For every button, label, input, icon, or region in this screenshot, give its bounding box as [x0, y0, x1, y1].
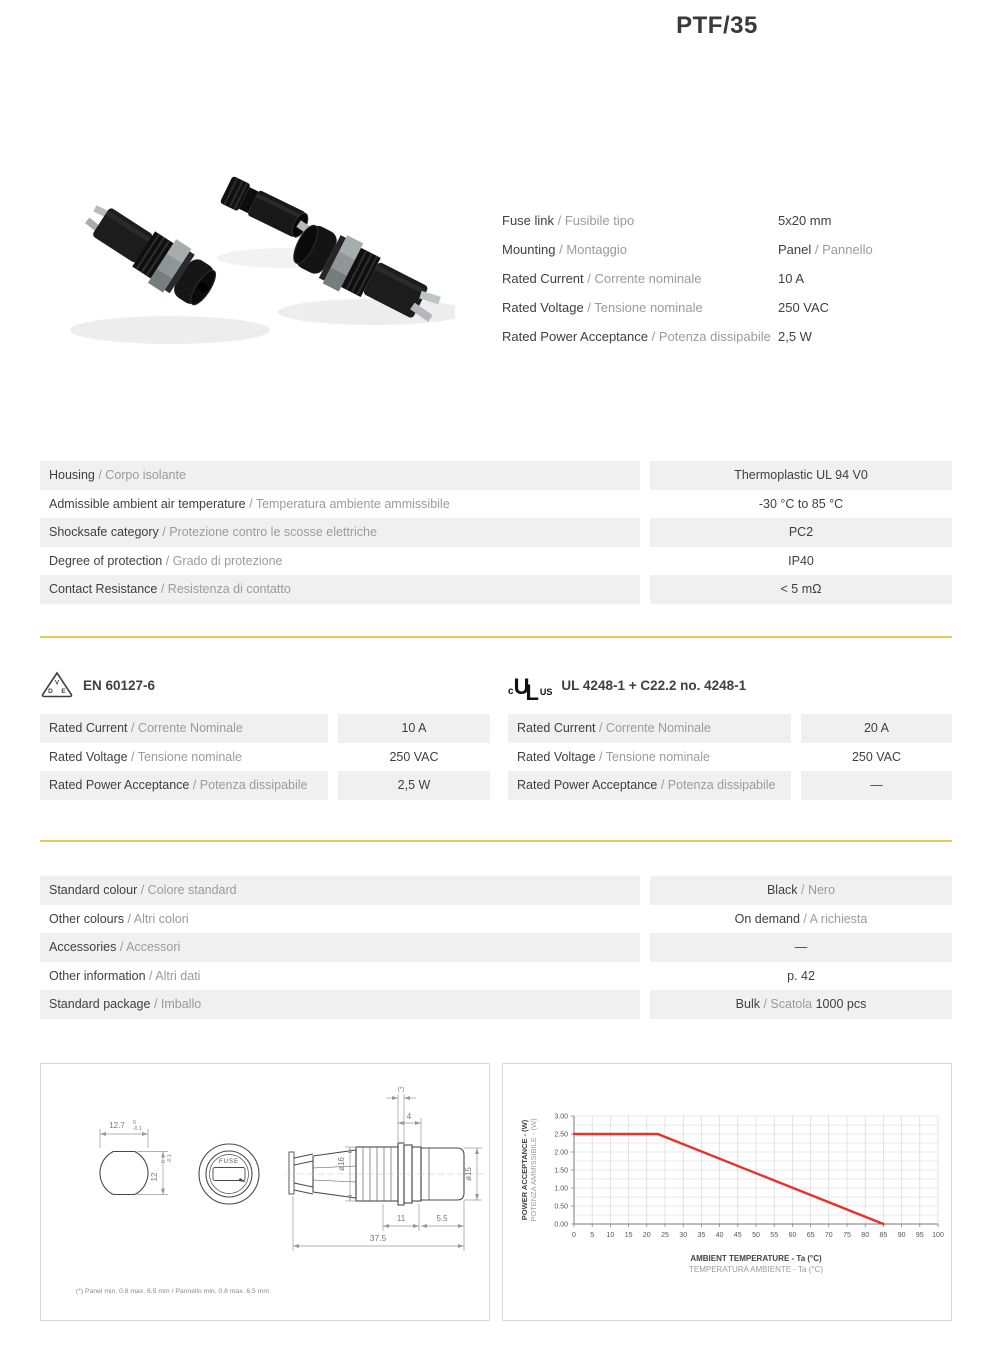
value-cell: 250 VAC: [389, 749, 439, 764]
product-photo: [55, 120, 455, 360]
svg-text:0.00: 0.00: [554, 1221, 568, 1229]
svg-text:0: 0: [572, 1232, 576, 1239]
svg-text:1.00: 1.00: [554, 1185, 568, 1193]
spec-value: 10 A: [778, 271, 805, 286]
label-cell: Rated Current / Corrente Nominale: [508, 714, 791, 743]
svg-text:POWER ACCEPTANCE - (W): POWER ACCEPTANCE - (W): [520, 1119, 529, 1221]
cert-section-en: [40, 668, 490, 800]
spec-value: 250 VAC: [778, 300, 830, 315]
svg-text:15: 15: [624, 1232, 633, 1239]
value-cell: 10 A: [338, 714, 490, 743]
dim-panel-mark: (*): [397, 1086, 405, 1093]
value-cell: PC2: [650, 518, 952, 547]
spec-row: [502, 293, 952, 322]
spec-value: Panel / Pannello: [778, 242, 873, 257]
spec-list: [502, 206, 952, 351]
fuse-holder-left: [76, 193, 223, 314]
label-cell: Other information / Altri dati: [49, 968, 201, 983]
cert-title: EN 60127-6: [83, 677, 156, 693]
derating-chart-box: [502, 1063, 952, 1321]
spec-label: Mounting / Montaggio: [502, 242, 628, 257]
section-divider: [40, 840, 952, 842]
dim-cap-dia: ø15: [464, 1167, 473, 1181]
dim-cutout-width: 12.7: [109, 1121, 125, 1130]
dim-cutout-height-tol-hi: 0: [161, 1160, 167, 1163]
svg-text:5: 5: [590, 1232, 595, 1239]
table-row: [40, 518, 952, 547]
dim-cutout-width-tol-hi: 0: [133, 1120, 136, 1126]
dim-cutout-height: 12: [150, 1172, 159, 1182]
table-row: [40, 771, 490, 800]
spec-label: Rated Power Acceptance / Potenza dissipabile: [502, 329, 771, 344]
table-row: [508, 714, 952, 743]
svg-text:D: D: [48, 688, 53, 695]
svg-text:E: E: [61, 688, 66, 695]
label-cell: Rated Voltage / Tensione nominale: [49, 749, 242, 764]
label-cell: Contact Resistance / Resistenza di contatto: [40, 575, 640, 604]
general-spec-table: [40, 461, 952, 604]
svg-text:60: 60: [788, 1232, 797, 1239]
svg-text:80: 80: [861, 1232, 870, 1239]
table-row: [40, 876, 952, 905]
spec-label: Fuse link / Fusibile tipo: [502, 213, 635, 228]
value-cell: —: [801, 771, 952, 800]
svg-text:3.00: 3.00: [554, 1113, 568, 1121]
table-row: [40, 905, 952, 934]
technical-drawing: [41, 1064, 489, 1320]
svg-text:1.50: 1.50: [554, 1167, 568, 1175]
value-cell: On demand / A richiesta: [734, 911, 868, 926]
svg-text:95: 95: [915, 1232, 924, 1239]
cert-header: [508, 668, 952, 705]
value-cell: —: [650, 933, 952, 962]
page-title: PTF/35: [676, 12, 758, 39]
svg-text:90: 90: [897, 1232, 906, 1239]
label-cell: Rated Voltage / Tensione nominale: [517, 749, 710, 764]
label-cell: Rated Power Acceptance / Potenza dissipabile: [40, 771, 328, 800]
table-row: [40, 743, 490, 772]
svg-text:0.50: 0.50: [554, 1203, 568, 1211]
svg-text:45: 45: [733, 1232, 742, 1239]
dim-total-len: 37.5: [369, 1233, 387, 1243]
svg-text:2.50: 2.50: [554, 1131, 568, 1139]
cul-us-icon: c U L US: [508, 674, 553, 705]
svg-text:POTENZA AMMISSIBILE - (W): POTENZA AMMISSIBILE - (W): [529, 1118, 538, 1222]
spec-value: 2,5 W: [778, 329, 812, 344]
spec-row: [502, 206, 952, 235]
spec-value: 5x20 mm: [778, 213, 832, 228]
table-row: [40, 547, 952, 576]
svg-text:85: 85: [879, 1232, 888, 1239]
cert-title: UL 4248-1 + C22.2 no. 4248-1: [561, 677, 747, 693]
value-cell: -30 °C to 85 °C: [758, 496, 844, 511]
vde-triangle-icon: [40, 671, 74, 699]
cert-section-ul: [508, 668, 952, 800]
svg-text:25: 25: [661, 1232, 669, 1239]
table-row: [40, 714, 490, 743]
svg-text:2.00: 2.00: [554, 1149, 568, 1157]
table-row: [40, 933, 952, 962]
value-cell: 250 VAC: [851, 749, 902, 764]
cert-header: [40, 668, 490, 702]
spec-label: Rated Current / Corrente nominale: [502, 271, 702, 286]
value-cell: 2,5 W: [338, 771, 490, 800]
value-cell: IP40: [788, 553, 814, 568]
dim-cutout-width-tol-lo: -0.1: [133, 1126, 142, 1132]
svg-text:30: 30: [679, 1232, 688, 1239]
svg-text:65: 65: [806, 1232, 815, 1239]
table-row: [508, 743, 952, 772]
svg-text:20: 20: [642, 1232, 651, 1239]
section-divider: [40, 636, 952, 638]
label-cell: Other colours / Altri colori: [49, 911, 189, 926]
spec-label: Rated Voltage / Tensione nominale: [502, 300, 703, 315]
value-cell: p. 42: [787, 968, 815, 983]
table-row: [40, 990, 952, 1019]
svg-text:40: 40: [715, 1232, 724, 1239]
ordering-info-table: [40, 876, 952, 1019]
svg-text:55: 55: [770, 1232, 779, 1239]
label-cell: Accessories / Accessori: [40, 933, 640, 962]
dim-nut-zone: 4: [406, 1112, 412, 1121]
svg-text:V: V: [54, 679, 60, 687]
value-cell: < 5 mΩ: [650, 575, 952, 604]
label-cell: Admissible ambient air temperature / Temperatura ambiente ammissibile: [49, 496, 450, 511]
cert-table-en: [40, 714, 490, 800]
label-cell: Rated Current / Corrente Nominale: [40, 714, 328, 743]
svg-text:50: 50: [752, 1232, 760, 1239]
svg-text:TEMPERATURA AMBIENTE - Ta (°C): TEMPERATURA AMBIENTE - Ta (°C): [688, 1265, 824, 1274]
value-cell: Thermoplastic UL 94 V0: [650, 461, 952, 490]
svg-text:75: 75: [843, 1232, 851, 1239]
dim-cutout-height-tol-lo: -0.1: [167, 1154, 173, 1163]
dim-thread-len: 11: [396, 1214, 406, 1223]
label-cell: Standard colour / Colore standard: [40, 876, 640, 905]
table-row: [40, 962, 952, 991]
cert-table-ul: [508, 714, 952, 800]
front-fuse-label: FUSE: [218, 1159, 240, 1165]
dim-thread-dia: ø16: [337, 1157, 346, 1171]
table-row: [40, 490, 952, 519]
svg-text:AMBIENT TEMPERATURE - Ta (°C): AMBIENT TEMPERATURE - Ta (°C): [690, 1254, 822, 1263]
dim-cap-len: 5.5: [436, 1214, 448, 1223]
table-row: [40, 461, 952, 490]
svg-text:70: 70: [824, 1232, 833, 1239]
label-cell: Shocksafe category / Protezione contro le scosse elettriche: [40, 518, 640, 547]
label-cell: Housing / Corpo isolante: [40, 461, 640, 490]
spec-row: [502, 264, 952, 293]
label-cell: Rated Power Acceptance / Potenza dissipabile: [508, 771, 791, 800]
power-acceptance-chart: [503, 1064, 951, 1320]
svg-text:35: 35: [697, 1232, 706, 1239]
value-cell: Bulk / Scatola 1000 pcs: [650, 990, 952, 1019]
label-cell: Standard package / Imballo: [40, 990, 640, 1019]
table-row: [508, 771, 952, 800]
photo-shadow: [70, 316, 270, 344]
spec-row: [502, 322, 952, 351]
label-cell: Degree of protection / Grado di protezione: [49, 553, 283, 568]
technical-drawing-box: [40, 1063, 490, 1321]
svg-text:10: 10: [606, 1232, 615, 1239]
svg-text:100: 100: [932, 1232, 944, 1239]
spec-row: [502, 235, 952, 264]
value-cell: Black / Nero: [650, 876, 952, 905]
drawing-footnote: (*) Panel min. 0.8 max. 6.5 mm / Pannello min. 0.8 max. 6.5 mm: [76, 1288, 270, 1295]
value-cell: 20 A: [801, 714, 952, 743]
table-row: [40, 575, 952, 604]
